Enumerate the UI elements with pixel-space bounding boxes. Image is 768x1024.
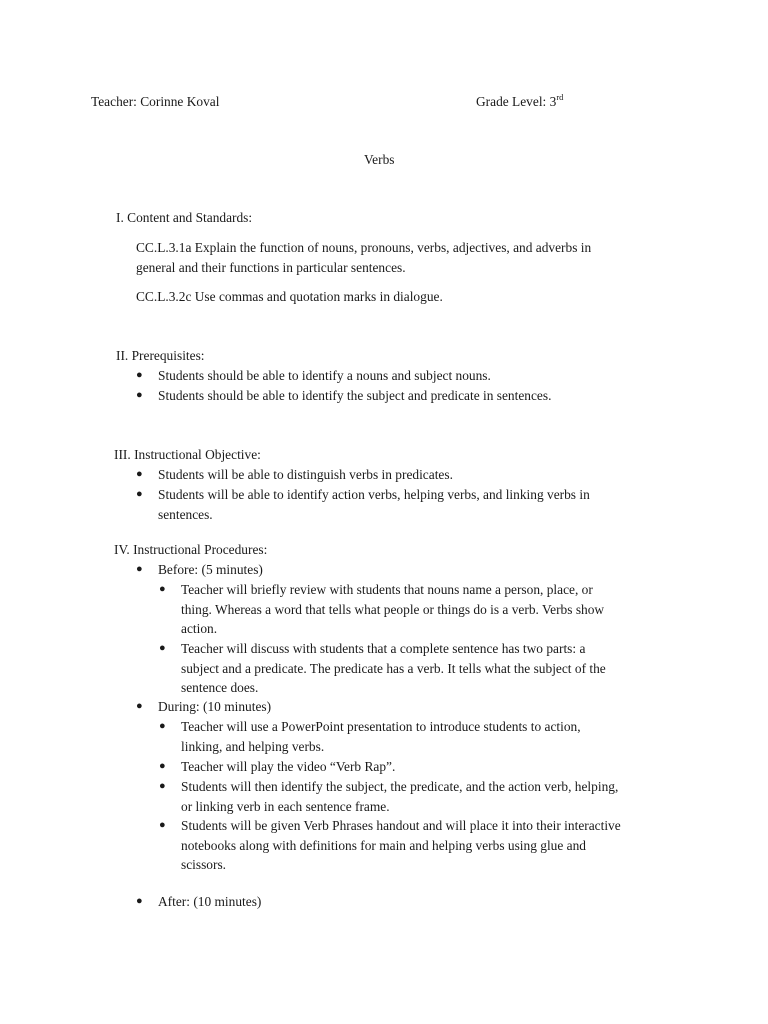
standard-1-line-2: general and their functions in particular sentences.	[136, 260, 406, 275]
list-item: Teacher will use a PowerPoint presentation to introduce students to action,	[181, 719, 581, 734]
section-heading-procedures: IV. Instructional Procedures:	[114, 542, 268, 557]
list-item-continuation: action.	[181, 621, 218, 636]
list-item: Students should be able to identify the subject and predicate in sentences.	[158, 388, 552, 403]
list-item: Students will be able to identify action verbs, helping verbs, and linking verbs in	[158, 487, 590, 502]
bullet-icon: ●	[136, 468, 143, 480]
list-item: Teacher will play the video “Verb Rap”.	[181, 759, 396, 774]
list-item: Students should be able to identify a nouns and subject nouns.	[158, 368, 491, 383]
list-item-continuation: thing. Whereas a word that tells what people or things do is a verb. Verbs show	[181, 602, 605, 617]
section-heading-prerequisites: II. Prerequisites:	[116, 348, 205, 363]
bullet-icon: ●	[136, 389, 143, 401]
list-item-continuation: linking, and helping verbs.	[181, 739, 325, 754]
bullet-icon: ●	[159, 819, 166, 831]
phase-before: Before: (5 minutes)	[158, 562, 263, 577]
section-heading-objective: III. Instructional Objective:	[114, 447, 261, 462]
bullet-icon: ●	[159, 720, 166, 732]
phase-during: During: (10 minutes)	[158, 699, 272, 714]
list-item: Students will be given Verb Phrases handout and will place it into their interactive	[181, 818, 621, 833]
section-heading-content: I. Content and Standards:	[116, 210, 253, 225]
bullet-icon: ●	[136, 700, 143, 712]
list-item-continuation: subject and a predicate. The predicate has a verb. It tells what the subject of the	[181, 661, 606, 676]
bullet-icon: ●	[136, 563, 143, 575]
teacher-name: Teacher: Corinne Koval	[91, 94, 220, 109]
standard-2: CC.L.3.2c Use commas and quotation marks in dialogue.	[136, 289, 443, 304]
bullet-icon: ●	[136, 488, 143, 500]
bullet-icon: ●	[159, 780, 166, 792]
list-item-continuation: scissors.	[181, 857, 227, 872]
list-item: Teacher will briefly review with students that nouns name a person, place, or	[181, 582, 593, 597]
phase-after: After: (10 minutes)	[158, 894, 262, 909]
list-item: Teacher will discuss with students that a complete sentence has two parts: a	[181, 641, 586, 656]
list-item-continuation: sentences.	[158, 507, 213, 522]
bullet-icon: ●	[159, 760, 166, 772]
grade-level: Grade Level: 3rd	[476, 92, 564, 109]
bullet-icon: ●	[136, 895, 143, 907]
list-item: Students will be able to distinguish verbs in predicates.	[158, 467, 453, 482]
standard-1-line-1: CC.L.3.1a Explain the function of nouns, pronouns, verbs, adjectives, and adverbs in	[136, 240, 592, 255]
list-item-continuation: sentence does.	[181, 680, 259, 695]
list-item-continuation: notebooks along with definitions for main and helping verbs using glue and	[181, 838, 587, 853]
bullet-icon: ●	[159, 583, 166, 595]
document-title: Verbs	[364, 152, 395, 167]
list-item-continuation: or linking verb in each sentence frame.	[181, 799, 390, 814]
list-item: Students will then identify the subject, the predicate, and the action verb, helping,	[181, 779, 619, 794]
bullet-icon: ●	[159, 642, 166, 654]
bullet-icon: ●	[136, 369, 143, 381]
